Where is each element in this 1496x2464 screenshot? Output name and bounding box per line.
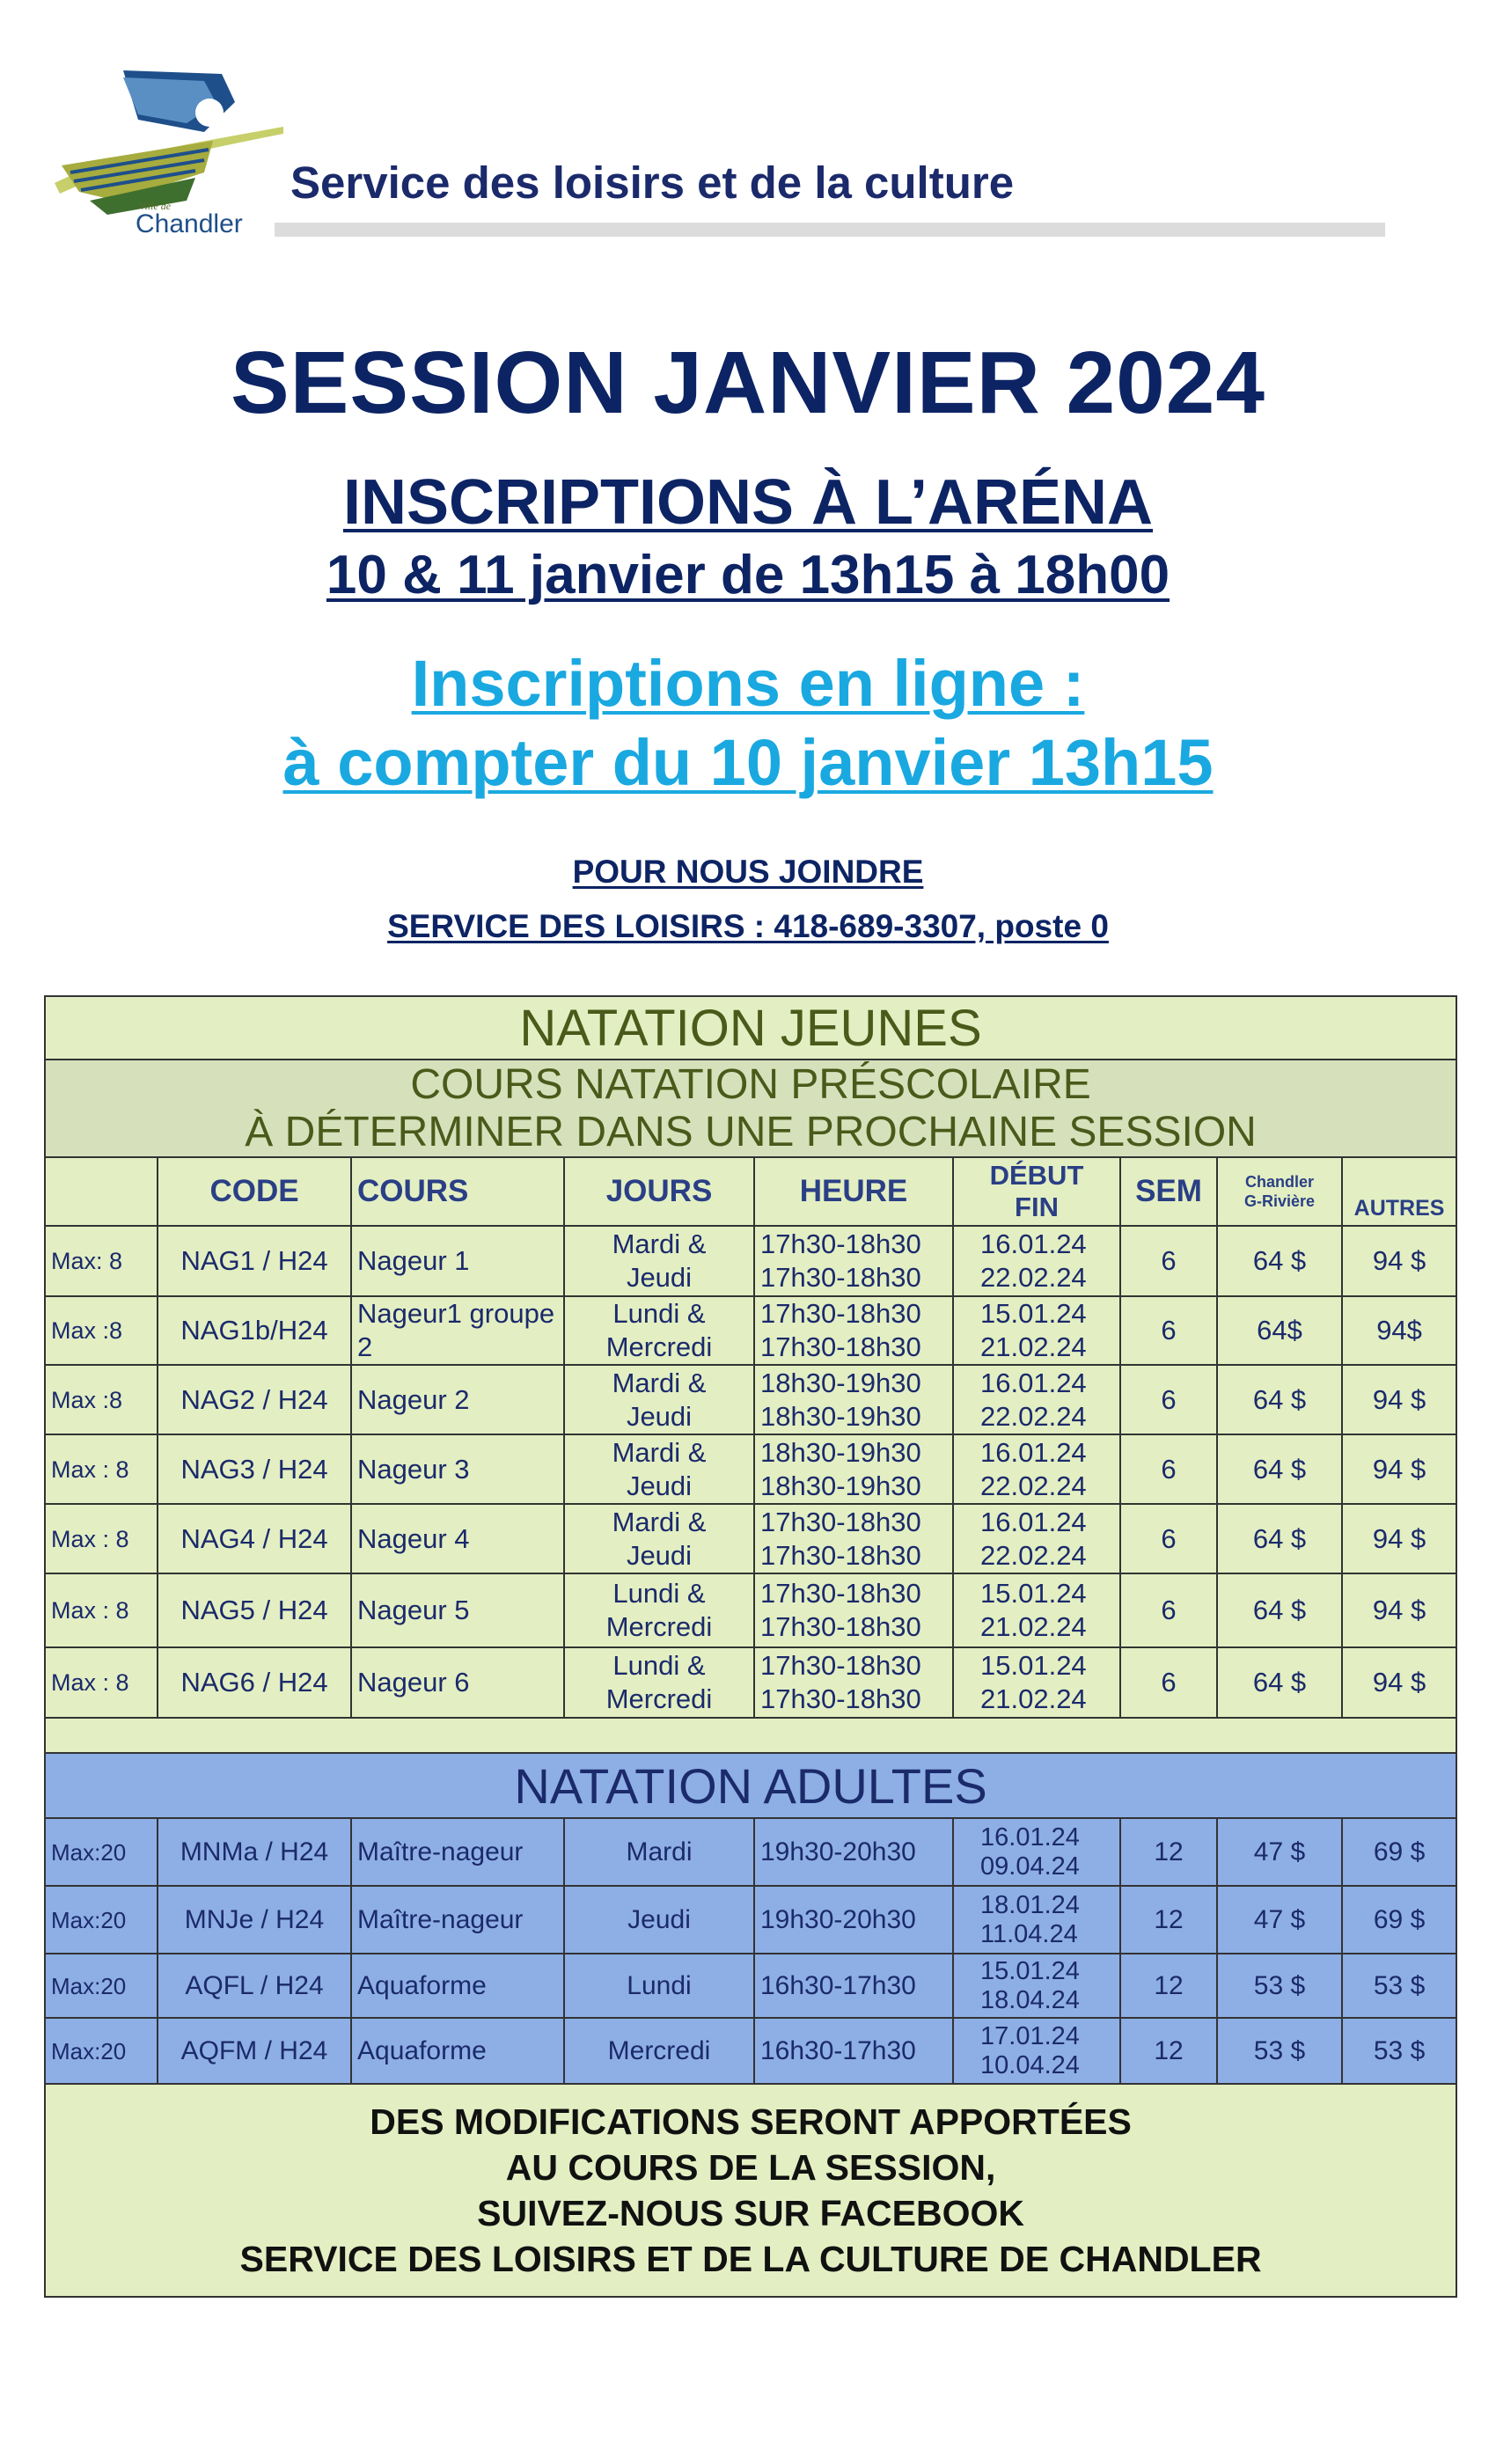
header-max: [45, 1157, 158, 1226]
max-cell: Max :8: [45, 1296, 158, 1365]
days-line: Mercredi: [605, 1331, 713, 1362]
start-date: 16.01.24: [980, 1822, 1080, 1852]
course-cell: Nageur 2: [351, 1365, 564, 1434]
footer-line3: SUIVEZ-NOUS SUR FACEBOOK: [477, 2193, 1024, 2233]
price-others-cell: 69 $: [1342, 1886, 1456, 1954]
start-date: 16.01.24: [980, 1436, 1087, 1468]
time-line: 18h30-19h30: [760, 1400, 921, 1432]
price-others-cell: 94$: [1342, 1296, 1456, 1365]
time-line: 18h30-19h30: [760, 1436, 921, 1468]
header-griviere: G-Rivière: [1243, 1192, 1316, 1210]
max-cell: Max: 8: [45, 1226, 158, 1296]
code-cell: AQFL / H24: [158, 1954, 351, 2018]
end-date: 10.04.24: [980, 2050, 1080, 2079]
table-row: [45, 1573, 1456, 1647]
footer-line4: SERVICE DES LOISIRS ET DE LA CULTURE DE CHANDLER: [239, 2239, 1262, 2279]
days-line: Mardi &: [612, 1228, 707, 1259]
dates-cell: [953, 1573, 1120, 1647]
end-date: 22.02.24: [980, 1400, 1087, 1432]
max-cell: Max : 8: [45, 1573, 158, 1647]
course-cell: Nageur 5: [351, 1573, 564, 1647]
arena-registration-title: INSCRIPTIONS À L’ARÉNA: [342, 467, 1154, 538]
weeks-cell: 6: [1120, 1647, 1217, 1718]
session-title: SESSION JANVIER 2024: [230, 334, 1266, 432]
days-cell: [564, 1573, 754, 1647]
table-row: [45, 1504, 1456, 1573]
max-cell: Max:20: [45, 1818, 158, 1886]
code-cell: NAG4 / H24: [158, 1504, 351, 1573]
course-cell: Nageur 1: [351, 1226, 564, 1296]
days-line: Lundi &: [612, 1298, 706, 1329]
table-row: [45, 1434, 1456, 1504]
start-date: 16.01.24: [980, 1367, 1087, 1398]
price-chandler-cell: 64 $: [1217, 1504, 1342, 1573]
days-line: Mercredi: [605, 1683, 713, 1714]
logo-wordmark: Chandler: [136, 209, 243, 236]
arena-registration-dates: 10 & 11 janvier de 13h15 à 18h00: [326, 545, 1170, 605]
end-date: 21.02.24: [980, 1683, 1087, 1714]
ville-de-chandler-logo: [55, 69, 283, 236]
max-cell: Max:20: [45, 1886, 158, 1954]
end-date: 21.02.24: [980, 1611, 1087, 1642]
contact-phone: SERVICE DES LOISIRS : 418-689-3307, poste 0: [387, 908, 1109, 944]
table-header-row: [45, 1157, 1456, 1226]
time-line: 18h30-19h30: [760, 1367, 921, 1398]
days-cell: Lundi: [564, 1954, 754, 2018]
code-cell: NAG3 / H24: [158, 1434, 351, 1504]
dates-cell: [953, 1226, 1120, 1296]
price-chandler-cell: 47 $: [1217, 1886, 1342, 1954]
header-jours: JOURS: [564, 1157, 754, 1226]
adult-swimming-title: NATATION ADULTES: [45, 1753, 1456, 1818]
start-date: 15.01.24: [980, 1298, 1087, 1329]
header-code: CODE: [158, 1157, 351, 1226]
dates-cell: [953, 1886, 1120, 1954]
dates-cell: [953, 1818, 1120, 1886]
time-line: 17h30-18h30: [760, 1650, 921, 1681]
dates-cell: [953, 1504, 1120, 1573]
time-line: 17h30-18h30: [760, 1228, 921, 1259]
days-line: Lundi &: [612, 1578, 706, 1609]
days-line: Mardi &: [612, 1367, 707, 1398]
table-row: [45, 1365, 1456, 1434]
time-line: 17h30-18h30: [760, 1539, 921, 1571]
header-sem: SEM: [1120, 1157, 1217, 1226]
weeks-cell: 6: [1120, 1365, 1217, 1434]
course-cell: Nageur 6: [351, 1647, 564, 1718]
footer-line2: AU COURS DE LA SESSION,: [505, 2147, 996, 2188]
code-cell: NAG1 / H24: [158, 1226, 351, 1296]
price-chandler-cell: 53 $: [1217, 1954, 1342, 2018]
weeks-cell: 12: [1120, 1818, 1217, 1886]
header-divider: [275, 223, 1385, 237]
days-cell: [564, 1296, 754, 1365]
online-registration-date-link[interactable]: à compter du 10 janvier 13h15: [282, 726, 1214, 799]
dates-cell: [953, 1954, 1120, 2018]
preschool-notice-line1: COURS NATATION PRÉSCOLAIRE: [410, 1060, 1091, 1108]
time-line: 17h30-18h30: [760, 1578, 921, 1609]
start-date: 15.01.24: [980, 1650, 1087, 1681]
days-cell: Jeudi: [564, 1886, 754, 1954]
days-cell: Mardi: [564, 1818, 754, 1886]
end-date: 09.04.24: [980, 1852, 1080, 1881]
time-cell: [754, 1504, 953, 1573]
days-line: Mardi &: [612, 1506, 707, 1537]
start-date: 16.01.24: [980, 1228, 1087, 1259]
online-registration-link[interactable]: Inscriptions en ligne :: [411, 647, 1085, 720]
weeks-cell: 6: [1120, 1573, 1217, 1647]
dates-cell: [953, 1647, 1120, 1718]
time-line: 17h30-18h30: [760, 1683, 921, 1714]
header-autres: AUTRES: [1342, 1157, 1456, 1226]
dates-cell: [953, 1434, 1120, 1504]
price-others-cell: 69 $: [1342, 1818, 1456, 1886]
days-line: Lundi &: [612, 1650, 706, 1681]
price-chandler-cell: 53 $: [1217, 2018, 1342, 2084]
table-row: [45, 1647, 1456, 1718]
course-cell: Aquaforme: [351, 2018, 564, 2084]
header-heure: HEURE: [754, 1157, 953, 1226]
weeks-cell: 12: [1120, 2018, 1217, 2084]
price-chandler-cell: 64$: [1217, 1296, 1342, 1365]
time-cell: 16h30-17h30: [754, 1954, 953, 2018]
preschool-notice-line2: À DÉTERMINER DANS UNE PROCHAINE SESSION: [245, 1108, 1257, 1155]
end-date: 22.02.24: [980, 1470, 1087, 1501]
table-row: [45, 1226, 1456, 1296]
time-cell: [754, 1573, 953, 1647]
course-cell: Nageur 3: [351, 1434, 564, 1504]
start-date: 16.01.24: [980, 1506, 1087, 1537]
spacer-row: [45, 1718, 1456, 1753]
footer-line1: DES MODIFICATIONS SERONT APPORTÉES: [370, 2101, 1132, 2142]
weeks-cell: 12: [1120, 1954, 1217, 2018]
time-line: 17h30-18h30: [760, 1262, 921, 1293]
weeks-cell: 6: [1120, 1504, 1217, 1573]
time-cell: [754, 1226, 953, 1296]
time-line: 17h30-18h30: [760, 1298, 921, 1329]
dates-cell: [953, 1296, 1120, 1365]
days-line: Mercredi: [605, 1611, 713, 1642]
max-cell: Max : 8: [45, 1434, 158, 1504]
max-cell: Max:20: [45, 1954, 158, 2018]
price-chandler-cell: 64 $: [1217, 1226, 1342, 1296]
table-row: [45, 1886, 1456, 1954]
price-chandler-cell: 64 $: [1217, 1647, 1342, 1718]
max-cell: Max :8: [45, 1365, 158, 1434]
dates-cell: [953, 1365, 1120, 1434]
days-line: Jeudi: [626, 1470, 693, 1501]
end-date: 18.04.24: [980, 1985, 1080, 2014]
days-line: Jeudi: [626, 1539, 693, 1571]
end-date: 22.02.24: [980, 1539, 1087, 1571]
price-chandler-cell: 64 $: [1217, 1573, 1342, 1647]
svg-text:Ville de: Ville de: [139, 200, 172, 212]
start-date: 17.01.24: [980, 2021, 1080, 2050]
table-row: [45, 1954, 1456, 2018]
end-date: 22.02.24: [980, 1262, 1087, 1293]
header-chandler: Chandler: [1244, 1173, 1314, 1191]
code-cell: NAG5 / H24: [158, 1573, 351, 1647]
table-row: [45, 2018, 1456, 2084]
weeks-cell: 12: [1120, 1886, 1217, 1954]
days-cell: [564, 1504, 754, 1573]
course-cell: Nageur1 groupe 2: [351, 1296, 564, 1365]
course-cell: Nageur 4: [351, 1504, 564, 1573]
weeks-cell: 6: [1120, 1226, 1217, 1296]
code-cell: NAG1b/H24: [158, 1296, 351, 1365]
code-cell: MNJe / H24: [158, 1886, 351, 1954]
code-cell: NAG2 / H24: [158, 1365, 351, 1434]
table-row: [45, 1296, 1456, 1365]
time-cell: [754, 1647, 953, 1718]
course-cell: Maître-nageur: [351, 1818, 564, 1886]
weeks-cell: 6: [1120, 1296, 1217, 1365]
start-date: 18.01.24: [980, 1890, 1080, 1919]
header-debut: DÉBUT: [989, 1160, 1084, 1191]
price-others-cell: 53 $: [1342, 2018, 1456, 2084]
days-cell: Mercredi: [564, 2018, 754, 2084]
days-line: Jeudi: [626, 1262, 693, 1293]
time-cell: 19h30-20h30: [754, 1886, 953, 1954]
code-cell: AQFM / H24: [158, 2018, 351, 2084]
price-others-cell: 94 $: [1342, 1573, 1456, 1647]
table-row: [45, 1818, 1456, 1886]
price-others-cell: 53 $: [1342, 1954, 1456, 2018]
contact-title: POUR NOUS JOINDRE: [572, 854, 924, 890]
youth-swimming-title: NATATION JEUNES: [45, 996, 1456, 1060]
max-cell: Max : 8: [45, 1647, 158, 1718]
days-cell: [564, 1647, 754, 1718]
code-cell: MNMa / H24: [158, 1818, 351, 1886]
course-cell: Maître-nageur: [351, 1886, 564, 1954]
time-cell: 16h30-17h30: [754, 2018, 953, 2084]
time-line: 17h30-18h30: [760, 1611, 921, 1642]
time-cell: [754, 1434, 953, 1504]
end-date: 11.04.24: [980, 1919, 1078, 1948]
days-cell: [564, 1434, 754, 1504]
end-date: 21.02.24: [980, 1331, 1087, 1362]
header-chandler-griviere: [1217, 1157, 1342, 1226]
time-line: 17h30-18h30: [760, 1506, 921, 1537]
schedule-table: [44, 995, 1457, 2298]
time-line: 18h30-19h30: [760, 1470, 921, 1501]
course-cell: Aquaforme: [351, 1954, 564, 2018]
time-cell: [754, 1365, 953, 1434]
preschool-notice: [45, 1060, 1456, 1157]
price-others-cell: 94 $: [1342, 1504, 1456, 1573]
footer-notice: [45, 2084, 1456, 2297]
price-others-cell: 94 $: [1342, 1647, 1456, 1718]
days-line: Jeudi: [626, 1400, 693, 1432]
dates-cell: [953, 2018, 1120, 2084]
days-cell: [564, 1365, 754, 1434]
time-cell: 19h30-20h30: [754, 1818, 953, 1886]
price-others-cell: 94 $: [1342, 1434, 1456, 1504]
start-date: 15.01.24: [980, 1578, 1087, 1609]
header-fin: FIN: [1015, 1192, 1059, 1222]
price-others-cell: 94 $: [1342, 1365, 1456, 1434]
max-cell: Max : 8: [45, 1504, 158, 1573]
days-line: Mardi &: [612, 1436, 707, 1468]
max-cell: Max:20: [45, 2018, 158, 2084]
days-cell: [564, 1226, 754, 1296]
start-date: 15.01.24: [980, 1956, 1080, 1985]
price-chandler-cell: 47 $: [1217, 1818, 1342, 1886]
time-line: 17h30-18h30: [760, 1331, 921, 1362]
price-others-cell: 94 $: [1342, 1226, 1456, 1296]
time-cell: [754, 1296, 953, 1365]
price-chandler-cell: 64 $: [1217, 1434, 1342, 1504]
weeks-cell: 6: [1120, 1434, 1217, 1504]
price-chandler-cell: 64 $: [1217, 1365, 1342, 1434]
code-cell: NAG6 / H24: [158, 1647, 351, 1718]
header-debut-fin: [953, 1157, 1120, 1226]
service-title: Service des loisirs et de la culture: [290, 158, 1015, 208]
header-cours: COURS: [351, 1157, 564, 1226]
